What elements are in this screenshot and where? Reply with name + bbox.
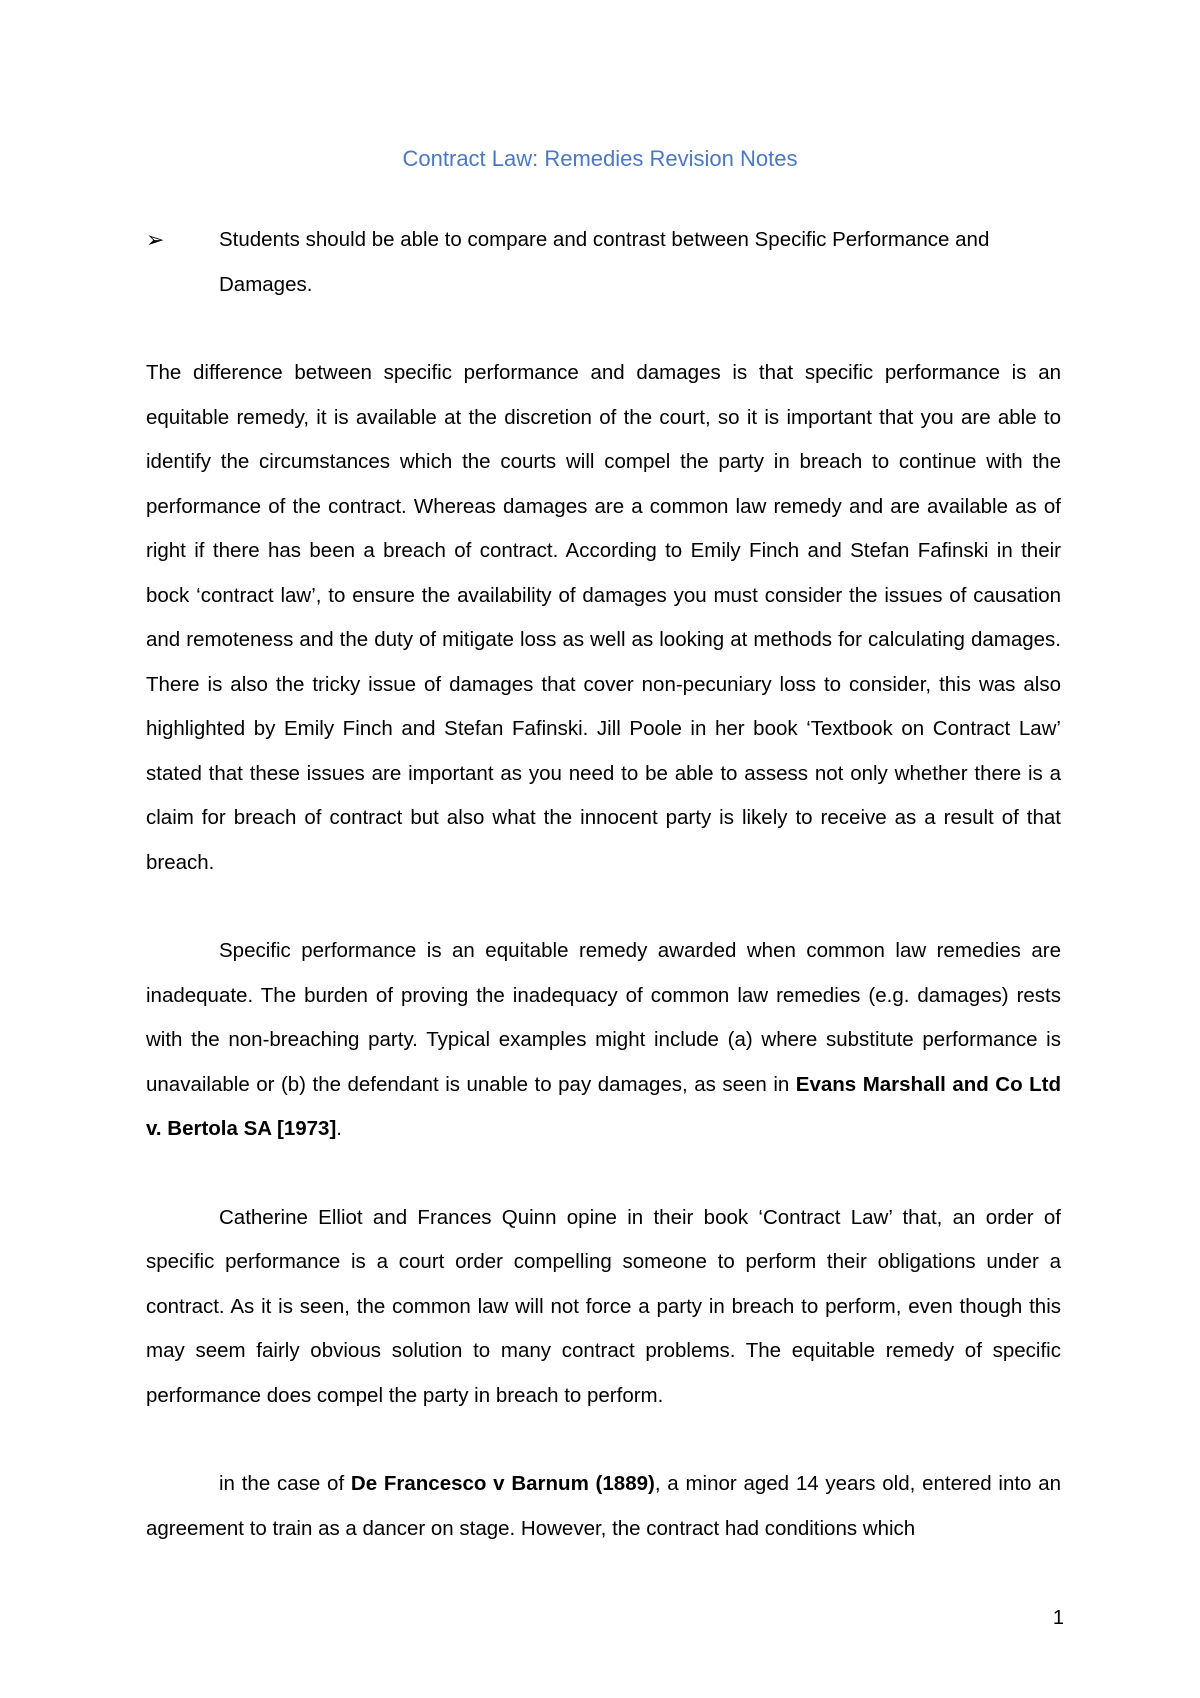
- document-title: Contract Law: Remedies Revision Notes: [402, 146, 798, 171]
- paragraph-4-opening: in the case of: [219, 1472, 351, 1495]
- paragraph-2-text: Specific performance is an equitable remedy awarded when common law remedies are inadequate. The burden of proving the inadequacy of common law remedies (e.g. damages) rests with the non-breaching party. Typical examples might include (a) where substitute performance is unavailable or (b) the defendant is unable to pay damages, as seen in: [146, 939, 1061, 1096]
- paragraph-4-text: , a minor aged 14 years old, entered into an agreement to train as a dancer on stage. However, the contract had conditions which: [146, 1472, 1062, 1540]
- bullet-item: [146, 218, 1061, 307]
- case-citation-evans-marshall: Evans Marshall and Co Ltd v. Bertola SA [1973]: [146, 1072, 1062, 1140]
- paragraph-3: [146, 1196, 1061, 1419]
- page-number: 1: [1052, 1607, 1064, 1629]
- paragraph-2-ending: .: [336, 1117, 342, 1140]
- paragraph-1: [146, 351, 1061, 885]
- case-citation-de-francesco: De Francesco v Barnum (1889): [350, 1472, 655, 1495]
- paragraph-1-text: The difference between specific performance and damages is that specific performance is an equitable remedy, it is available at the discretion of the court, so it is important that you are able to identify the circumstances which the courts will compel the party in breach to continue with the performance of the contract. Whereas damages are a common law remedy and are available as of right if there has been a breach of contract. According to Emily Finch and Stefan Fafinski in their bock ‘contract law’, to ensure the availability of damages you must consider the issues of causation and remoteness and the duty of mitigate loss as well as looking at methods for calculating damages. There is also the tricky issue of damages that cover non-pecuniary loss to consider, this was also highlighted by Emily Finch and Stefan Fafinski. Jill Poole in her book ‘Textbook on Contract Law’ stated that these issues are important as you need to be able to assess not only whether there is a claim for breach of contract but also what the innocent party is likely to receive as a result of that breach.: [146, 361, 1061, 874]
- paragraph-4: [146, 1462, 1061, 1551]
- bullet-text: Students should be able to compare and contrast between Specific Performance and Damages.: [219, 228, 990, 296]
- document-body: [146, 218, 1061, 1551]
- paragraph-3-text: Catherine Elliot and Frances Quinn opine in their book ‘Contract Law’ that, an order of specific performance is a court order compelling someone to perform their obligations under a contract. As it is seen, the common law will not force a party in breach to perform, even though this may seem fairly obvious solution to many contract problems. The equitable remedy of specific performance does compel the party in breach to perform.: [146, 1205, 1061, 1407]
- paragraph-2: [146, 929, 1061, 1152]
- arrowhead-bullet-icon: ➢: [146, 227, 165, 252]
